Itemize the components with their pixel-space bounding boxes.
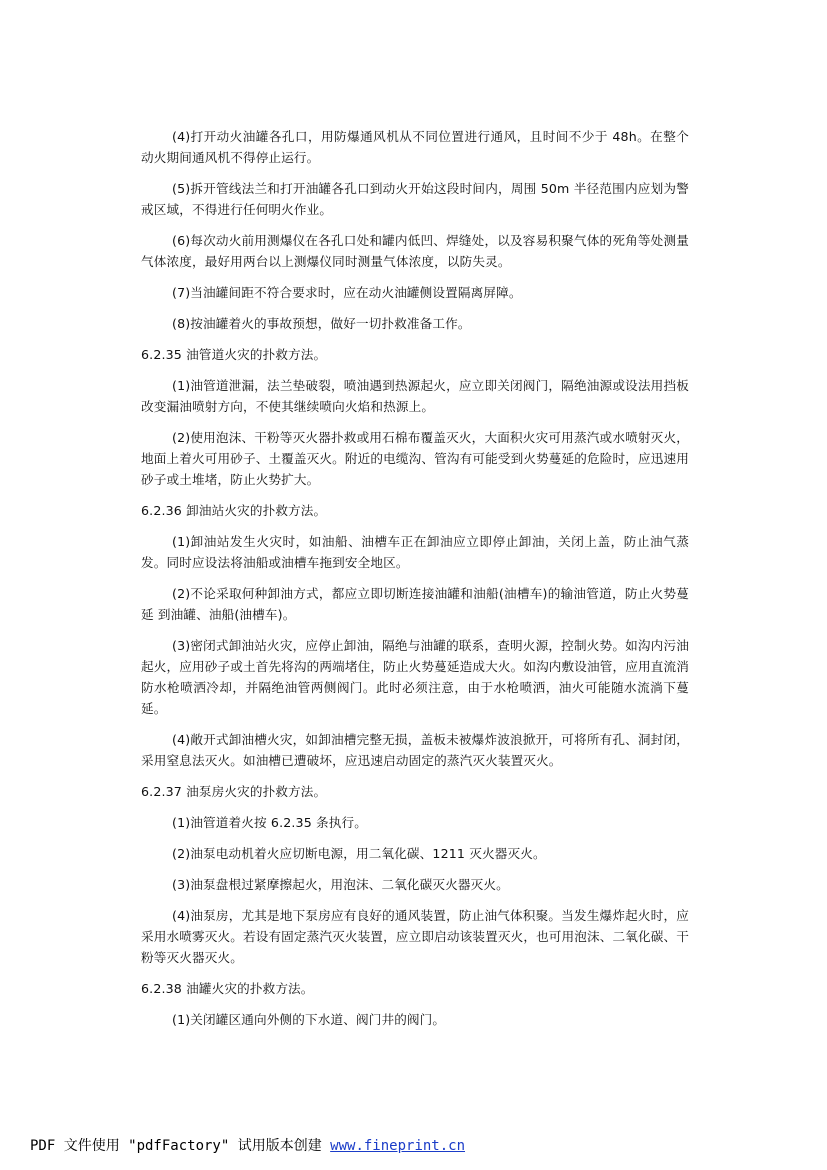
paragraph-item: (4)打开动火油罐各孔口，用防爆通风机从不同位置进行通风，且时间不少于 48h。在整个动火期间通风机不得停止运行。	[141, 129, 689, 165]
section-heading: 6.2.35 油管道火灾的扑救方法。	[141, 347, 327, 362]
paragraph-item: (2)油泵电动机着火应切断电源，用二氧化碳、1211 灭火器灭火。	[172, 846, 546, 861]
paragraph-item: (8)按油罐着火的事故预想，做好一切扑救准备工作。	[172, 316, 471, 331]
paragraph-item: (3)油泵盘根过紧摩擦起火，用泡沫、二氧化碳灭火器灭火。	[172, 877, 509, 892]
section-heading: 6.2.38 油罐火灾的扑救方法。	[141, 981, 314, 996]
pdf-watermark-footer	[30, 1136, 465, 1156]
paragraph-item: (2)使用泡沫、干粉等灭火器扑救或用石棉布覆盖灭火，大面积火灾可用蒸汽或水喷射灭火，地面上着火可用砂子、土覆盖灭火。附近的电缆沟、管沟有可能受到火势蔓延的危险时，应迅速用砂子或土堆堵，防止火势扩大。	[141, 430, 689, 487]
footer-text: PDF 文件使用 "pdfFactory" 试用版本创建	[30, 1138, 331, 1154]
section-heading: 6.2.37 油泵房火灾的扑救方法。	[141, 784, 327, 799]
paragraph-item: (7)当油罐间距不符合要求时，应在动火油罐侧设置隔离屏障。	[172, 285, 522, 300]
document-body	[141, 126, 689, 1040]
fineprint-link[interactable]: www.fineprint.cn	[330, 1138, 466, 1154]
paragraph-item: (1)卸油站发生火灾时，如油船、油槽车正在卸油应立即停止卸油，关闭上盖，防止油气蒸发。同时应设法将油船或油槽车拖到安全地区。	[141, 534, 689, 570]
paragraph-item: (6)每次动火前用测爆仪在各孔口处和罐内低凹、焊缝处，以及容易积聚气体的死角等处测量气体浓度，最好用两台以上测爆仪同时测量气体浓度，以防失灵。	[141, 233, 689, 269]
paragraph-item: (2)不论采取何种卸油方式，都应立即切断连接油罐和油船(油槽车)的输油管道，防止火势蔓延 到油罐、油船(油槽车)。	[141, 586, 689, 622]
paragraph-item: (1)油管道着火按 6.2.35 条执行。	[172, 815, 367, 830]
section-heading: 6.2.36 卸油站火灾的扑救方法。	[141, 503, 327, 518]
paragraph-item: (5)拆开管线法兰和打开油罐各孔口到动火开始这段时间内，周围 50m 半径范围内应划为警戒区域，不得进行任何明火作业。	[141, 181, 689, 217]
paragraph-item: (1)关闭罐区通向外侧的下水道、阀门井的阀门。	[172, 1012, 446, 1027]
paragraph-item: (1)油管道泄漏，法兰垫破裂，喷油遇到热源起火，应立即关闭阀门，隔绝油源或设法用挡板改变漏油喷射方向，不使其继续喷向火焰和热源上。	[141, 378, 689, 414]
paragraph-item: (4)油泵房，尤其是地下泵房应有良好的通风装置，防止油气体积聚。当发生爆炸起火时，应采用水喷雾灭火。若设有固定蒸汽灭火装置，应立即启动该装置灭火，也可用泡沫、二氧化碳、干粉等灭火器灭火。	[141, 908, 689, 965]
paragraph-item: (3)密闭式卸油站火灾，应停止卸油，隔绝与油罐的联系，查明火源，控制火势。如沟内污油起火，应用砂子或土首先将沟的两端堵住，防止火势蔓延造成大火。如沟内敷设油管，应用直流消防水枪喷洒冷却，并隔绝油管两侧阀门。此时必须注意，由于水枪喷洒，油火可能随水流淌下蔓延。	[141, 638, 689, 716]
paragraph-item: (4)敞开式卸油槽火灾，如卸油槽完整无损，盖板未被爆炸波浪掀开，可将所有孔、洞封闭，采用窒息法灭火。如油槽已遭破坏，应迅速启动固定的蒸汽灭火装置灭火。	[141, 732, 689, 768]
